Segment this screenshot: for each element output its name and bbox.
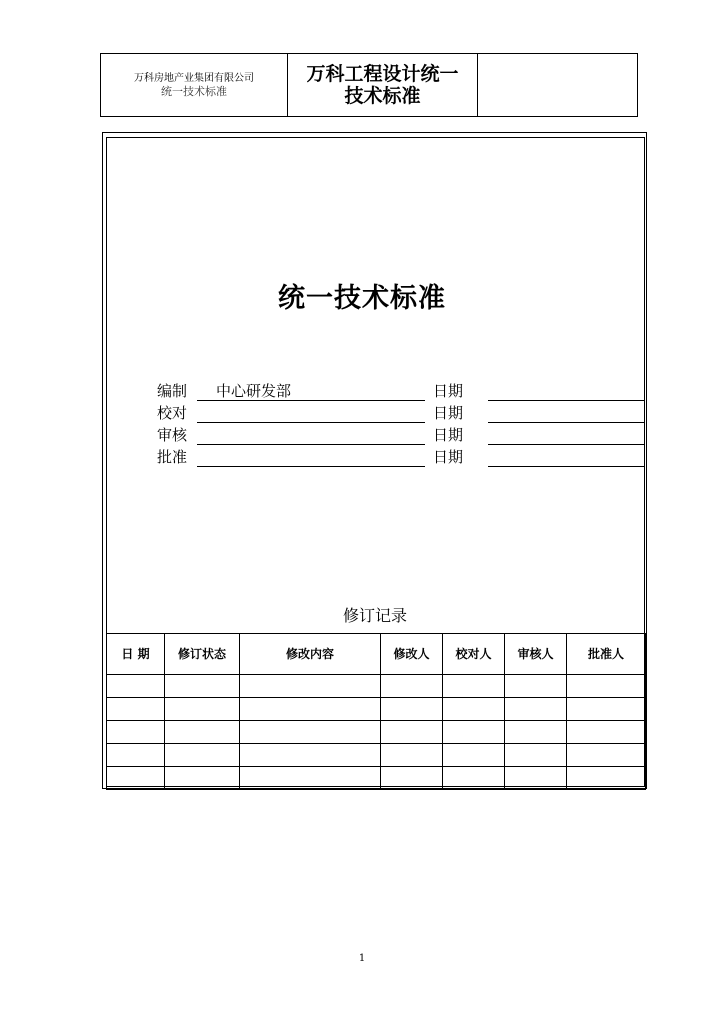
table-cell xyxy=(165,675,240,698)
table-row xyxy=(107,721,646,744)
col-header-proofreader: 校对人 xyxy=(443,634,505,675)
table-cell xyxy=(240,767,381,790)
table-cell xyxy=(165,744,240,767)
table-cell xyxy=(165,767,240,790)
table-cell xyxy=(381,744,443,767)
table-cell xyxy=(107,744,165,767)
table-cell xyxy=(165,698,240,721)
col-header-content: 修改内容 xyxy=(240,634,381,675)
header-subtitle: 统一技术标准 xyxy=(161,84,227,98)
header-empty-cell xyxy=(478,54,637,116)
revision-header-row xyxy=(107,634,646,675)
signoff-value: 中心研发部 xyxy=(216,382,292,400)
date-label: 日期 xyxy=(433,404,464,422)
signoff-label: 编制 xyxy=(157,382,188,400)
table-row xyxy=(107,698,646,721)
table-cell xyxy=(443,767,505,790)
company-name: 万科房地产业集团有限公司 xyxy=(134,72,254,84)
col-header-date: 日 期 xyxy=(107,634,165,675)
signoff-line xyxy=(197,466,425,467)
revision-table xyxy=(106,633,646,790)
table-row xyxy=(107,767,646,790)
table-cell xyxy=(505,675,567,698)
document-header xyxy=(100,53,638,117)
col-header-modifier: 修改人 xyxy=(381,634,443,675)
table-cell xyxy=(240,698,381,721)
signoff-row-compile xyxy=(0,380,724,402)
signoff-label: 批准 xyxy=(157,448,188,466)
table-cell xyxy=(443,675,505,698)
main-title: 统一技术标准 xyxy=(278,283,446,314)
table-cell xyxy=(505,744,567,767)
header-title-cell xyxy=(288,54,478,116)
table-cell xyxy=(567,744,646,767)
table-cell xyxy=(567,721,646,744)
date-line xyxy=(488,466,644,467)
table-cell xyxy=(567,767,646,790)
table-cell xyxy=(107,698,165,721)
table-cell xyxy=(240,721,381,744)
header-company-cell xyxy=(101,54,288,116)
signoff-label: 审核 xyxy=(157,426,188,444)
revision-title: 修订记录 xyxy=(342,606,407,625)
header-title-line1: 万科工程设计统一 xyxy=(306,63,459,85)
table-cell xyxy=(567,675,646,698)
date-label: 日期 xyxy=(433,448,464,466)
col-header-reviewer: 审核人 xyxy=(505,634,567,675)
signoff-line xyxy=(197,422,425,423)
table-row xyxy=(107,744,646,767)
col-header-status: 修订状态 xyxy=(165,634,240,675)
signoff-row-review xyxy=(0,424,724,446)
table-cell xyxy=(505,698,567,721)
signoff-line xyxy=(197,400,425,401)
table-cell xyxy=(443,698,505,721)
table-row xyxy=(107,675,646,698)
table-cell xyxy=(240,675,381,698)
table-cell xyxy=(107,721,165,744)
table-cell xyxy=(505,767,567,790)
table-cell xyxy=(567,698,646,721)
date-label: 日期 xyxy=(433,426,464,444)
date-line xyxy=(488,422,644,423)
header-title-line2: 技术标准 xyxy=(344,85,421,107)
table-cell xyxy=(107,675,165,698)
table-cell xyxy=(443,721,505,744)
table-cell xyxy=(107,767,165,790)
page-number: 1 xyxy=(358,953,366,964)
signoff-row-proofread xyxy=(0,402,724,424)
table-cell xyxy=(381,767,443,790)
signoff-label: 校对 xyxy=(157,404,188,422)
table-cell xyxy=(165,721,240,744)
date-line xyxy=(488,400,644,401)
table-cell xyxy=(443,744,505,767)
table-cell xyxy=(505,721,567,744)
date-label: 日期 xyxy=(433,382,464,400)
table-cell xyxy=(381,675,443,698)
table-cell xyxy=(240,744,381,767)
table-cell xyxy=(381,721,443,744)
date-line xyxy=(488,444,644,445)
col-header-approver: 批准人 xyxy=(567,634,646,675)
table-cell xyxy=(381,698,443,721)
signoff-row-approve xyxy=(0,446,724,468)
signoff-line xyxy=(197,444,425,445)
